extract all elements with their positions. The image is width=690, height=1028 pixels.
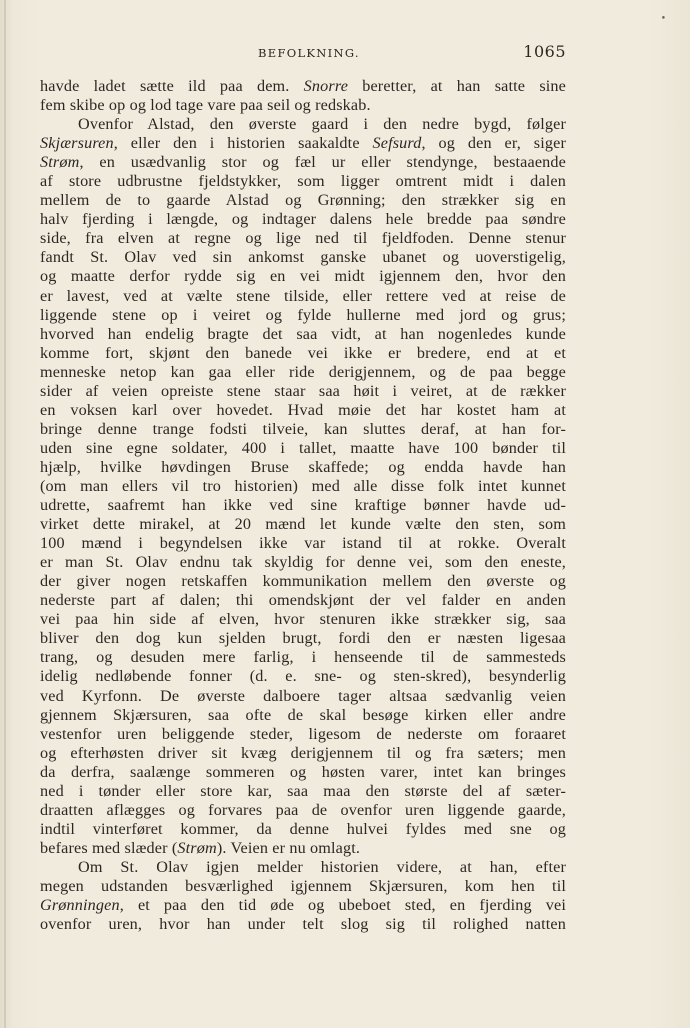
text-line	[40, 210, 566, 229]
text-segment: befares med slæder (	[40, 838, 178, 857]
text-segment: megen udstanden besværlighed igjennem Skjærsuren, kom hen til	[40, 876, 566, 895]
text-segment: gjennem Skjærsuren, saa ofte de skal besøge kirken eller andre	[40, 705, 566, 724]
text-line	[40, 325, 566, 344]
text-segment: mellem de to gaarde Alstad og Grønning; den strækker sig en	[40, 191, 566, 210]
text-segment: fandt St. Olav ved sin ankomst ganske ubanet og uoverstigelig,	[40, 248, 566, 267]
text-line	[40, 153, 566, 172]
text-line	[40, 229, 566, 248]
text-segment: udrette, saafremt han ikke ved sine kraftige bønner havde ud-	[40, 496, 566, 515]
text-line	[40, 667, 566, 686]
text-segment: ned i tønder eller store kar, saa maa den største del af sæter-	[40, 781, 566, 800]
text-segment: vestenfor uren beliggende steder, ligesom de nederste om foraaret	[40, 724, 566, 743]
text-line	[40, 363, 566, 382]
text-line	[40, 248, 566, 267]
italic-text: Grønningen	[40, 896, 120, 915]
text-segment: ved Kyrfonn. De øverste dalboere tager altsaa sædvanlig veien	[40, 686, 566, 705]
text-line	[40, 915, 566, 934]
text-segment: ). Veien er nu omlagt.	[216, 838, 361, 857]
page-number: 1065	[523, 42, 566, 61]
text-line	[40, 134, 566, 153]
text-line	[40, 496, 566, 515]
body-text	[40, 77, 566, 934]
text-line	[40, 96, 566, 115]
text-line	[40, 820, 566, 839]
text-line	[40, 553, 566, 572]
text-segment: uden sine egne soldater, 400 i tallet, maatte have 100 bønder til	[40, 438, 566, 457]
text-segment: indtil vinterføret kommer, da denne hulvei fyldes med sne og	[40, 819, 566, 838]
text-line	[40, 896, 566, 915]
text-line	[40, 382, 566, 401]
text-line	[40, 267, 566, 286]
text-line	[40, 706, 566, 725]
text-line	[40, 763, 566, 782]
text-line	[40, 287, 566, 306]
text-line	[40, 191, 566, 210]
text-segment: bliver den dog kun sjelden brugt, fordi den er næsten ligesaa	[40, 629, 566, 648]
text-segment: liggende stene op i veiret og fylde hullerne med jord og grus;	[40, 305, 566, 324]
text-segment: trang, og desuden mere farlig, i henseende til de sammesteds	[40, 648, 566, 667]
text-segment: ovenfor uren, hvor han under telt slog sig til rolighed natten	[40, 915, 566, 934]
text-segment: beretter, at han satte sine	[348, 77, 566, 95]
text-segment: bringe denne trange fodsti tilveie, kan sluttes deraf, at han for-	[40, 419, 566, 438]
italic-text: Sefsurd	[372, 134, 422, 153]
text-line	[40, 306, 566, 325]
text-segment: Ovenfor Alstad, den øverste gaard i den nedre bygd, følger	[78, 115, 566, 134]
text-segment: er man St. Olav endnu tak skyldig for denne vei, som den eneste,	[40, 553, 566, 572]
text-segment: idelig nedløbende fonner (d. e. sne- og sten-skred), besynderlig	[40, 667, 566, 686]
text-segment: (om man ellers vil tro historien) med alle disse folk intet kunnet	[40, 476, 566, 495]
text-segment: , og den er, siger	[421, 134, 566, 153]
running-head: BEFOLKNING.	[258, 46, 360, 60]
text-segment: hvorved han endelig bragte det saa vidt, at han nogenledes kunde	[40, 324, 566, 343]
text-segment: menneske netop kan gaa eller ride derigjennem, og de paa begge	[40, 362, 566, 381]
text-line	[40, 858, 566, 877]
text-line	[40, 591, 566, 610]
text-line	[40, 839, 566, 858]
text-segment: vei paa hin side af elven, hvor stenuren ikke strækker sig, saa	[40, 610, 566, 629]
text-line	[40, 420, 566, 439]
text-segment: og maatte derfor rydde sig en vei midt igjennem den, hvor den	[40, 267, 566, 286]
text-line	[40, 877, 566, 896]
text-segment: og efterhøsten driver sit kvæg derigjennem til og fra sæters; men	[40, 743, 566, 762]
text-line	[40, 744, 566, 763]
text-line	[40, 610, 566, 629]
text-segment: havde ladet sætte ild paa dem.	[40, 77, 304, 95]
page-header	[40, 40, 566, 64]
text-line	[40, 477, 566, 496]
text-line	[40, 782, 566, 801]
text-line	[40, 687, 566, 706]
text-segment: , et paa den tid øde og ubeboet sted, en fjerding vei	[119, 896, 566, 915]
text-segment: side, fra elven at regne og lige ned til fjeldfoden. Denne stenur	[40, 229, 566, 248]
text-segment: halv fjerding i længde, og indtager dalens hele bredde paa søndre	[40, 210, 566, 229]
text-segment: komme fort, skjønt den banede vei ikke er bredere, end at et	[40, 343, 566, 362]
text-segment: 100 mænd i begyndelsen ikke var istand til at rokke. Overalt	[40, 534, 566, 553]
text-line	[40, 172, 566, 191]
text-segment: , en usædvanlig stor og fæl ur eller stendynge, bestaaende	[79, 153, 566, 172]
text-segment: der giver nogen retskaffen kommunikation mellem den øverste og	[40, 572, 566, 591]
text-line	[40, 458, 566, 477]
text-segment: , eller den i historien saakaldte	[113, 134, 373, 153]
text-line	[40, 572, 566, 591]
italic-text: Strøm	[177, 838, 217, 857]
text-segment: nederste part af dalen; thi omendskjønt der vel falder en anden	[40, 591, 566, 610]
text-line	[40, 115, 566, 134]
text-segment: Om St. Olav igjen melder historien videre, at han, efter	[78, 857, 566, 876]
corner-mark: •	[660, 14, 666, 24]
italic-text: Snorre	[303, 77, 349, 95]
text-segment: fem skibe op og lod tage vare paa seil og redskab.	[40, 96, 371, 115]
italic-text: Skjærsuren	[40, 134, 114, 153]
text-line	[40, 439, 566, 458]
page-binding-edge	[4, 0, 6, 1028]
text-line	[40, 725, 566, 744]
text-segment: af store udbrustne fjeldstykker, som ligger omtrent midt i dalen	[40, 172, 566, 191]
text-line	[40, 344, 566, 363]
text-line	[40, 401, 566, 420]
text-line	[40, 534, 566, 553]
text-segment: hjælp, hvilke høvdingen Bruse skaffede; og endda havde han	[40, 457, 566, 476]
text-segment: en voksen karl over hovedet. Hvad møie det har kostet ham at	[40, 400, 566, 419]
text-segment: sider af veien opreiste stene staar saa høit i veiret, at de rækker	[40, 381, 566, 400]
text-segment: da derfra, saalænge sommeren og høsten varer, intet kan bringes	[40, 762, 566, 781]
text-line	[40, 648, 566, 667]
text-line	[40, 77, 566, 96]
text-segment: er lavest, ved at vælte stene tilside, eller rettere ved at reise de	[40, 286, 566, 305]
text-segment: draatten aflægges og forvares paa de ovenfor uren liggende gaarde,	[40, 800, 566, 819]
text-line	[40, 629, 566, 648]
text-line	[40, 515, 566, 534]
text-line	[40, 801, 566, 820]
text-segment: virket dette mirakel, at 20 mænd let kunde vælte den sten, som	[40, 515, 566, 534]
italic-text: Strøm	[40, 153, 80, 172]
